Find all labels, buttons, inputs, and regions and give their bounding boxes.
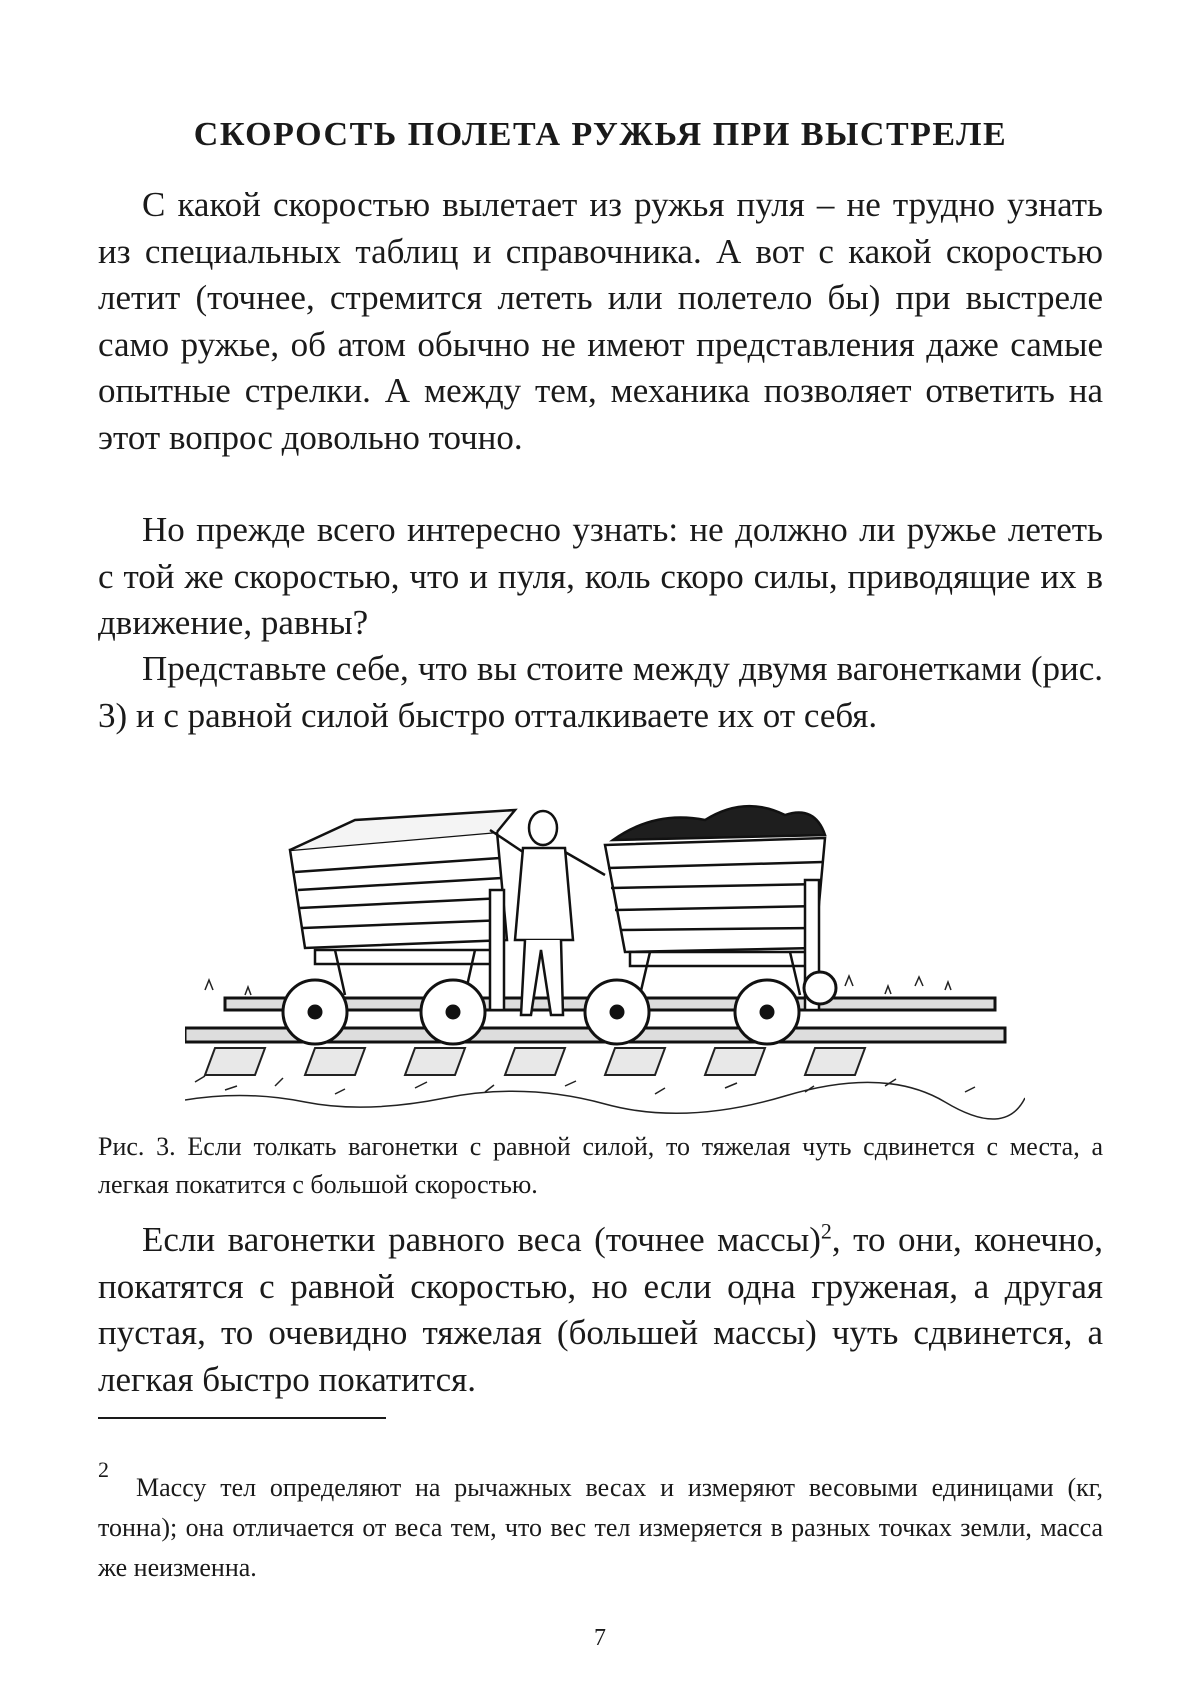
footnote-divider <box>98 1417 386 1419</box>
figure-illustration-carts <box>185 790 1025 1120</box>
paragraph-4 <box>98 1217 1103 1403</box>
paragraph-1-text: С какой скоростью вылетает из ружья пуля – не трудно узнать из специальных таблиц и справочника. А вот с какой скоростью летит (точнее, стремится лететь или полетело бы) при выстреле само ружье, об атом обычно не имеют представления даже самые опытные стрелки. А между тем, механика позволяет ответить на этот вопрос довольно точно. <box>98 185 1103 457</box>
footnote-marker: 2 <box>98 1457 109 1482</box>
footnote-text: Массу тел определяют на рычажных весах и измеряют весовыми единицами (кг, тонна); она отличается от веса тем, что вес тел измеряется в разных точках земли, масса же неизменна. <box>98 1473 1103 1582</box>
paragraph-2 <box>98 507 1103 647</box>
paragraph-4-text <box>98 1217 1103 1403</box>
paragraph-4-start: Если вагонетки равного веса (точнее массы) <box>142 1220 821 1259</box>
railway-sleepers <box>205 1048 865 1075</box>
paragraph-1 <box>98 182 1103 461</box>
paragraph-2-text: Но прежде всего интересно узнать: не должно ли ружье лететь с той же скоростью, что и пуля, коль скоро силы, приводящие их в движение, равны? <box>98 510 1103 642</box>
loaded-cart <box>605 806 825 1010</box>
person-figure <box>490 811 605 1015</box>
paragraph-4-end: , то они, конечно, покатятся с равной скоростью, но если одна груженая, а другая пустая, то очевидно тяжелая (большей массы) чуть сдвинется, а легкая быстро покатится. <box>98 1220 1103 1399</box>
page-title: СКОРОСТЬ ПОЛЕТА РУЖЬЯ ПРИ ВЫСТРЕЛЕ <box>193 116 1008 153</box>
footnote-reference: 2 <box>820 1218 832 1244</box>
paragraph-3-text: Представьте себе, что вы стоите между двумя вагонетками (рис. 3) и с равной силой быстро отталкиваете их от себя. <box>98 649 1103 735</box>
page-number: 7 <box>594 1625 606 1651</box>
figure-caption: Рис. 3. Если толкать вагонетки с равной силой, то тяжелая чуть сдвинется с места, а легкая покатится с большой скоростью. <box>98 1132 1103 1199</box>
paragraph-3 <box>98 646 1103 739</box>
